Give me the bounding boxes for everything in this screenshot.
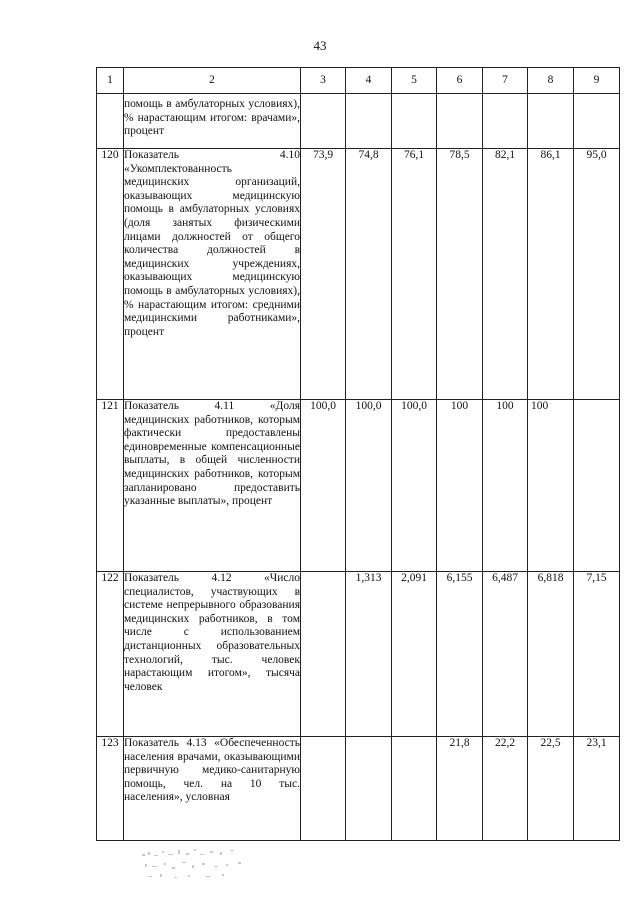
value-cell: 6,487 xyxy=(483,572,528,737)
value-cell xyxy=(574,94,620,149)
table-row xyxy=(97,572,620,737)
value-cell xyxy=(301,572,346,737)
table-row xyxy=(97,400,620,572)
value-cell: 95,0 xyxy=(574,149,620,400)
value-cell: 78,5 xyxy=(437,149,483,400)
value-cell xyxy=(574,400,620,572)
header-cell: 9 xyxy=(574,68,620,94)
indicator-description: Показатель 4.11 «Доля медицинских работников, которым фактически предоставлены единовременные компенсационные выплаты, в общей численности медицинских работников, которым запланировано предоставить указанные выплаты», процент xyxy=(124,400,301,572)
value-cell: 6,155 xyxy=(437,572,483,737)
value-cell: 100,0 xyxy=(392,400,437,572)
row-number xyxy=(97,94,124,149)
table-row xyxy=(97,94,620,149)
value-cell xyxy=(437,94,483,149)
header-cell: 7 xyxy=(483,68,528,94)
value-cell xyxy=(528,94,574,149)
row-number: 122 xyxy=(97,572,124,737)
value-cell: 22,2 xyxy=(483,737,528,841)
header-cell: 4 xyxy=(346,68,392,94)
header-cell: 2 xyxy=(124,68,301,94)
indicators-table xyxy=(96,67,620,841)
value-cell xyxy=(346,94,392,149)
value-cell: 100,0 xyxy=(301,400,346,572)
value-cell xyxy=(301,94,346,149)
row-number: 121 xyxy=(97,400,124,572)
row-number: 120 xyxy=(97,149,124,400)
page-number: 43 xyxy=(313,38,327,53)
indicator-description: Показатель 4.13 «Обеспеченность населения врачами, оказывающими первичную медико-санитарную помощь, чел. на 10 тыс. населения», условная xyxy=(124,737,301,841)
value-cell: 100 xyxy=(437,400,483,572)
value-cell: 82,1 xyxy=(483,149,528,400)
value-cell: 22,5 xyxy=(528,737,574,841)
indicator-description: помощь в амбулаторных условиях), % нарастающим итогом: врачами», процент xyxy=(124,94,301,149)
value-cell: 76,1 xyxy=(392,149,437,400)
value-cell xyxy=(346,737,392,841)
value-cell: 6,818 xyxy=(528,572,574,737)
row-number: 123 xyxy=(97,737,124,841)
value-cell xyxy=(483,94,528,149)
value-cell xyxy=(392,94,437,149)
scan-stamp-mark xyxy=(140,846,250,884)
value-cell: 23,1 xyxy=(574,737,620,841)
indicator-description: Показатель 4.10 «Укомплектованность медицинских организаций, оказывающих медицинскую помощь в амбулаторных условиях (доля занятых физическими лицами должностей от общего количества должностей в медицинских учреждениях, оказывающих медицинскую помощь в амбулаторных условиях), % нарастающим итогом: средними медицинскими работниками», процент xyxy=(124,149,301,400)
header-cell: 6 xyxy=(437,68,483,94)
value-cell: 21,8 xyxy=(437,737,483,841)
table-row xyxy=(97,737,620,841)
header-cell: 8 xyxy=(528,68,574,94)
value-cell: 74,8 xyxy=(346,149,392,400)
header-cell: 1 xyxy=(97,68,124,94)
value-cell: 100 xyxy=(528,400,574,572)
value-cell: 100,0 xyxy=(346,400,392,572)
table-row xyxy=(97,149,620,400)
header-cell: 3 xyxy=(301,68,346,94)
indicator-description: Показатель 4.12 «Число специалистов, участвующих в системе непрерывного образования медицинских работников, в том числе с использованием дистанционных образовательных технологий, тыс. человек нарастающим итогом», тысяча человек xyxy=(124,572,301,737)
header-cell: 5 xyxy=(392,68,437,94)
value-cell xyxy=(392,737,437,841)
value-cell: 2,091 xyxy=(392,572,437,737)
value-cell: 100 xyxy=(483,400,528,572)
value-cell: 73,9 xyxy=(301,149,346,400)
header-row xyxy=(97,68,620,94)
value-cell xyxy=(301,737,346,841)
value-cell: 1,313 xyxy=(346,572,392,737)
value-cell: 86,1 xyxy=(528,149,574,400)
value-cell: 7,15 xyxy=(574,572,620,737)
